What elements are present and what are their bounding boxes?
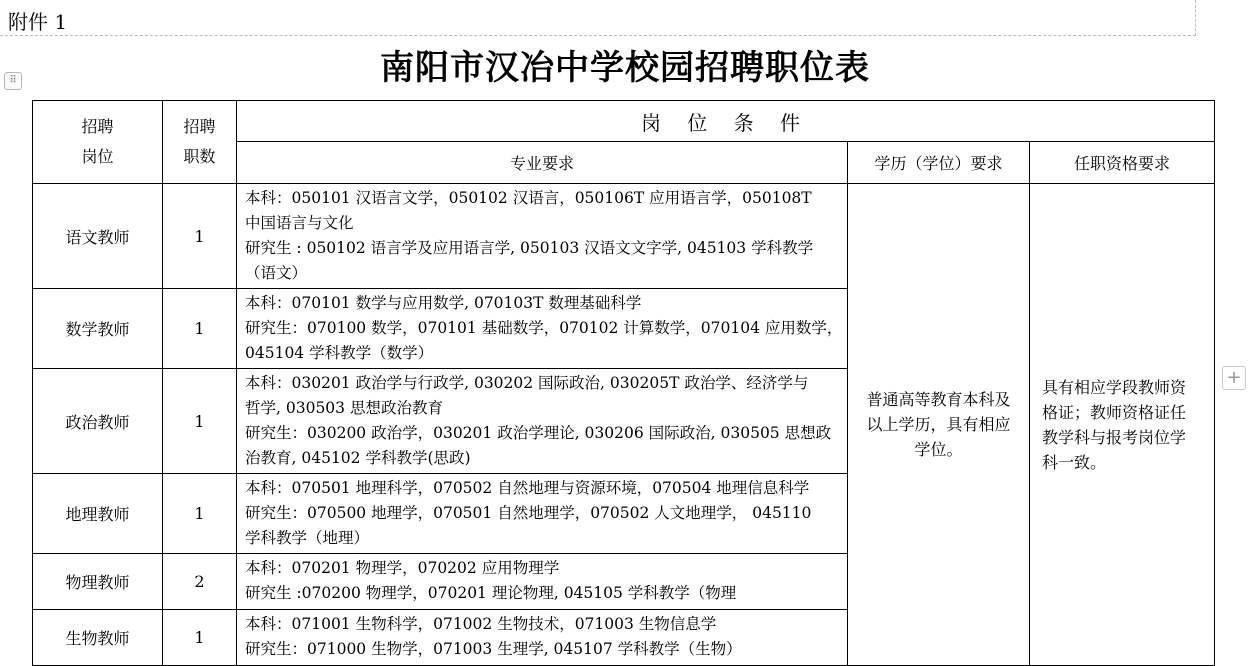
header-position — [33, 101, 163, 184]
major-line: 研究生：030200 政治学，030201 政治学理论, 030206 国际政治, 030505 思想政 — [245, 424, 832, 442]
major-cell — [237, 554, 848, 610]
qualification-requirement-cell — [1030, 184, 1215, 666]
attachment-header-bar — [0, 0, 1196, 36]
major-line: 本科：030201 政治学与行政学, 030202 国际政治, 030205T 政治学、经济学与 — [245, 374, 809, 392]
qualification-line: 格证；教师资格证任 — [1042, 402, 1187, 422]
major-line: 研究生：070100 数学，070101 基础数学，070102 计算数学，070104 应用数学， — [245, 319, 843, 337]
position-cell: 生物教师 — [33, 610, 163, 666]
major-line: 研究生 : 050102 语言学及应用语言学, 050103 汉语文文字学, 045103 学科教学 — [245, 239, 814, 257]
education-line: 以上学历，具有相应 — [866, 415, 1011, 434]
position-cell: 地理教师 — [33, 474, 163, 554]
major-line: 研究生：070500 地理学，070501 自然地理学，070502 人文地理学， 045110 — [245, 504, 812, 522]
header-major: 专业要求 — [237, 142, 848, 184]
major-line: 学科教学（地理） — [245, 529, 370, 547]
education-line: 普通高等教育本科及 — [866, 390, 1011, 409]
qualification-line: 科一致。 — [1042, 452, 1107, 472]
header-conditions: 岗 位 条 件 — [237, 101, 1215, 142]
major-cell — [237, 289, 848, 369]
count-cell: 1 — [163, 474, 237, 554]
header-qualification: 任职资格要求 — [1030, 142, 1215, 184]
major-line: 本科：050101 汉语言文学，050102 汉语言，050106T 应用语言学，050108T — [245, 189, 812, 207]
major-line: 045104 学科教学（数学） — [245, 344, 434, 362]
major-cell — [237, 474, 848, 554]
header-count — [163, 101, 237, 184]
position-cell: 语文教师 — [33, 184, 163, 289]
table-move-handle-icon[interactable]: ⠿ — [4, 72, 22, 90]
recruitment-table — [32, 100, 1215, 666]
major-cell — [237, 369, 848, 474]
qualification-line: 具有相应学段教师资 — [1042, 377, 1187, 397]
major-line: 本科：070501 地理科学，070502 自然地理与资源环境，070504 地理信息科学 — [245, 479, 810, 497]
qualification-line: 教学科与报考岗位学 — [1042, 427, 1187, 447]
major-cell — [237, 610, 848, 666]
count-cell: 1 — [163, 610, 237, 666]
position-cell: 政治教师 — [33, 369, 163, 474]
major-line: 本科：070201 物理学，070202 应用物理学 — [245, 559, 560, 577]
table-row — [33, 184, 1215, 289]
major-line: 本科：070101 数学与应用数学, 070103T 数理基础科学 — [245, 294, 642, 312]
add-column-plus-icon[interactable]: + — [1222, 366, 1246, 390]
count-cell: 1 — [163, 369, 237, 474]
major-line: 哲学, 030503 思想政治教育 — [245, 399, 443, 417]
major-line: 研究生 :070200 物理学，070201 理论物理, 045105 学科教学（物理 — [245, 584, 737, 602]
major-line: 本科：071001 生物科学，071002 生物技术，071003 生物信息学 — [245, 615, 717, 633]
count-cell: 1 — [163, 184, 237, 289]
education-requirement-cell — [848, 184, 1030, 666]
major-line: （语文） — [245, 264, 308, 282]
header-position-line2: 岗位 — [81, 147, 114, 166]
header-count-line1: 招聘 — [183, 117, 216, 136]
count-cell: 2 — [163, 554, 237, 610]
position-cell: 数学教师 — [33, 289, 163, 369]
header-position-line1: 招聘 — [81, 117, 114, 136]
education-line: 学位。 — [914, 440, 963, 459]
position-cell: 物理教师 — [33, 554, 163, 610]
major-cell — [237, 184, 848, 289]
page-title: 南阳市汉冶中学校园招聘职位表 — [380, 48, 870, 88]
major-line: 研究生：071000 生物学，071003 生理学, 045107 学科教学（生物） — [245, 640, 742, 658]
attachment-label: 附件 1 — [8, 10, 68, 34]
count-cell: 1 — [163, 289, 237, 369]
major-line: 治教育, 045102 学科教学(思政) — [245, 449, 471, 467]
header-count-line2: 职数 — [183, 147, 216, 166]
major-line: 中国语言与文化 — [245, 214, 354, 232]
header-education: 学历（学位）要求 — [848, 142, 1030, 184]
